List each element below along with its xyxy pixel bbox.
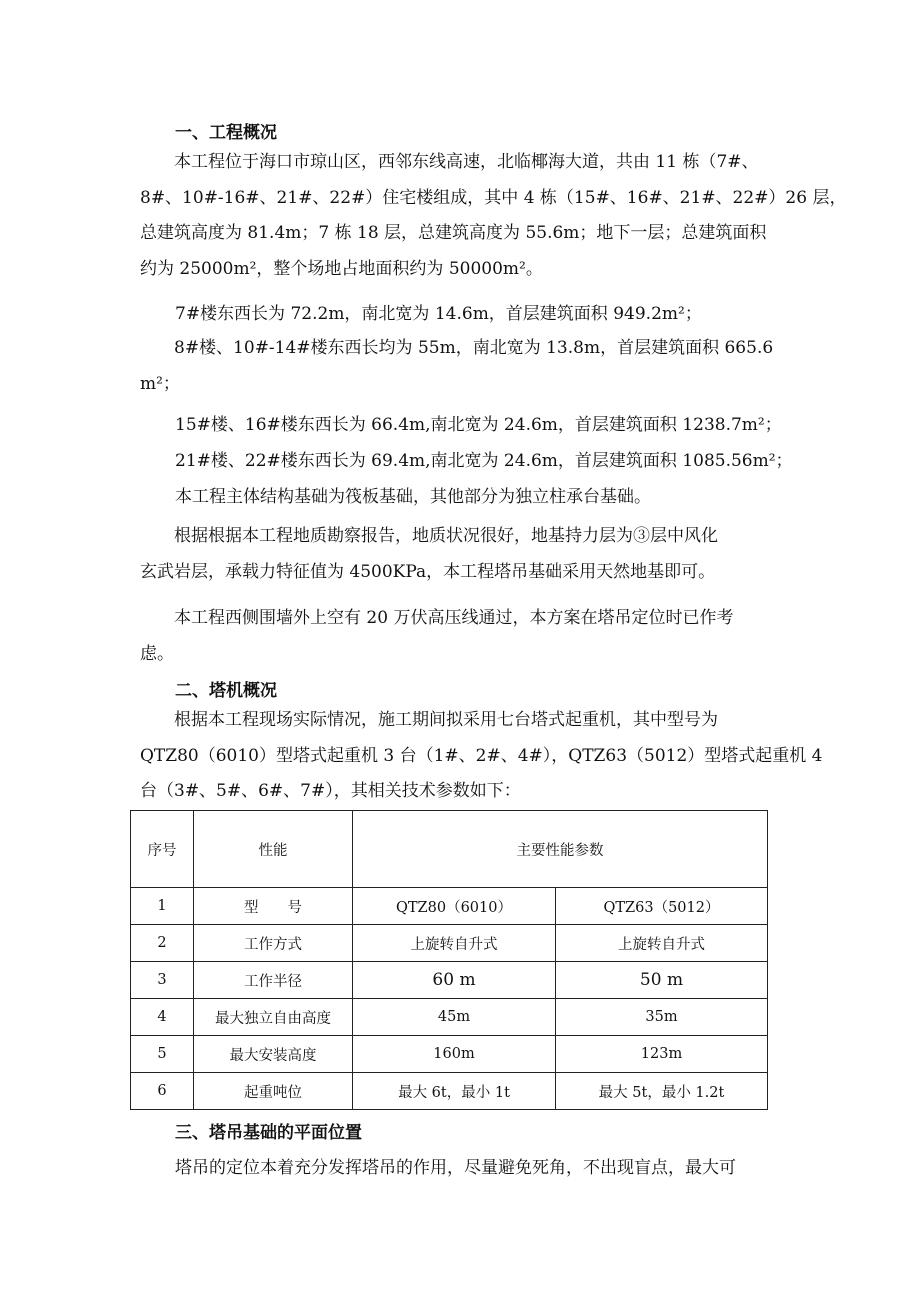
cell-qtz63: 35m (556, 999, 768, 1036)
cell-no: 4 (131, 999, 194, 1036)
cell-qtz63: 上旋转自升式 (556, 925, 768, 962)
table-row (131, 1036, 768, 1073)
section-1-paragraph-2: 7#楼东西长为 72.2m，南北宽为 14.6m，首层建筑面积 949.2m²； (175, 304, 702, 324)
section-1-paragraph-7 (140, 519, 776, 590)
cell-name: 最大安装高度 (194, 1036, 353, 1073)
section-1-paragraph-6: 本工程主体结构基础为筏板基础，其他部分为独立柱承台基础。 (175, 487, 651, 507)
cell-name: 起重吨位 (194, 1073, 353, 1110)
section-1-paragraph-8 (140, 601, 776, 672)
text-line: 本工程位于海口市琼山区，西邻东线高速，北临椰海大道，共由 11 栋（7#、 (174, 152, 759, 172)
section-1-paragraph-5: 21#楼、22#楼东西长为 69.4m,南北宽为 24.6m，首层建筑面积 1085.56m²； (175, 451, 793, 471)
text-line: 虑。 (140, 643, 174, 664)
cell-no: 1 (131, 888, 194, 925)
text-line: m²； (140, 373, 180, 394)
cell-name: 工作半径 (194, 962, 353, 999)
text-line: QTZ80（6010）型塔式起重机 3 台（1#、2#、4#），QTZ63（5012）型塔式起重机 4 (140, 745, 823, 766)
table-row (131, 925, 768, 962)
cell-name: 最大独立自由高度 (194, 999, 353, 1036)
table-row (131, 962, 768, 999)
text-line: 台（3#、5#、6#、7#），其相关技术参数如下： (140, 781, 521, 801)
table-header-row (131, 811, 768, 888)
cell-qtz63: 最大 5t，最小 1.2t (556, 1073, 768, 1110)
text-line: 总建筑高度为 81.4m；7 栋 18 层，总建筑高度为 55.6m；地下一层；总建筑面积 (140, 223, 767, 243)
cell-qtz63: 50 m (556, 962, 768, 999)
text-line: 根据本工程现场实际情况，施工期间拟采用七台塔式起重机，其中型号为 (174, 710, 718, 730)
cell-qtz80: 60 m (353, 962, 556, 999)
section-3-heading: 三、塔吊基础的平面位置 (175, 1123, 362, 1143)
cell-qtz80: 最大 6t，最小 1t (353, 1073, 556, 1110)
text-line: 8#楼、10#-14#楼东西长均为 55m，南北宽为 13.8m，首层建筑面积 665.6 (174, 338, 774, 358)
text-line: 根据根据本工程地质勘察报告，地质状况很好，地基持力层为③层中风化 (174, 526, 718, 546)
cell-name: 工作方式 (194, 925, 353, 962)
header-perf: 性能 (194, 811, 353, 888)
header-params: 主要性能参数 (353, 811, 768, 888)
section-1-paragraph-1 (140, 145, 847, 287)
cell-name: 型 号 (194, 888, 353, 925)
table-row (131, 888, 768, 925)
section-2-paragraph-1 (140, 703, 823, 810)
text-line: 本工程西侧围墙外上空有 20 万伏高压线通过，本方案在塔吊定位时已作考 (174, 608, 734, 628)
cell-qtz63: QTZ63（5012） (556, 888, 768, 925)
text-line: 8#、10#-16#、21#、22#）住宅楼组成，其中 4 栋（15#、16#、21#、22#）26 层， (140, 187, 847, 208)
cell-qtz63: 123m (556, 1036, 768, 1073)
table-row (131, 999, 768, 1036)
cell-no: 5 (131, 1036, 194, 1073)
section-3-paragraph-1: 塔吊的定位本着充分发挥塔吊的作用，尽量避免死角，不出现盲点，最大可 (175, 1158, 736, 1178)
section-1-paragraph-4: 15#楼、16#楼东西长为 66.4m,南北宽为 24.6m，首层建筑面积 1238.7m²； (175, 415, 782, 435)
cell-no: 2 (131, 925, 194, 962)
table-row (131, 1073, 768, 1110)
cell-no: 6 (131, 1073, 194, 1110)
cell-qtz80: 上旋转自升式 (353, 925, 556, 962)
header-no: 序号 (131, 811, 194, 888)
section-1-paragraph-3 (140, 331, 776, 402)
cell-qtz80: QTZ80（6010） (353, 888, 556, 925)
cell-qtz80: 160m (353, 1036, 556, 1073)
text-line: 玄武岩层，承载力特征值为 4500KPa，本工程塔吊基础采用天然地基即可。 (140, 561, 716, 582)
crane-spec-table (130, 810, 768, 1110)
section-1-heading: 一、工程概况 (175, 123, 277, 143)
cell-no: 3 (131, 962, 194, 999)
cell-qtz80: 45m (353, 999, 556, 1036)
section-2-heading: 二、塔机概况 (175, 681, 277, 701)
text-line: 约为 25000m²，整个场地占地面积约为 50000m²。 (140, 258, 543, 279)
